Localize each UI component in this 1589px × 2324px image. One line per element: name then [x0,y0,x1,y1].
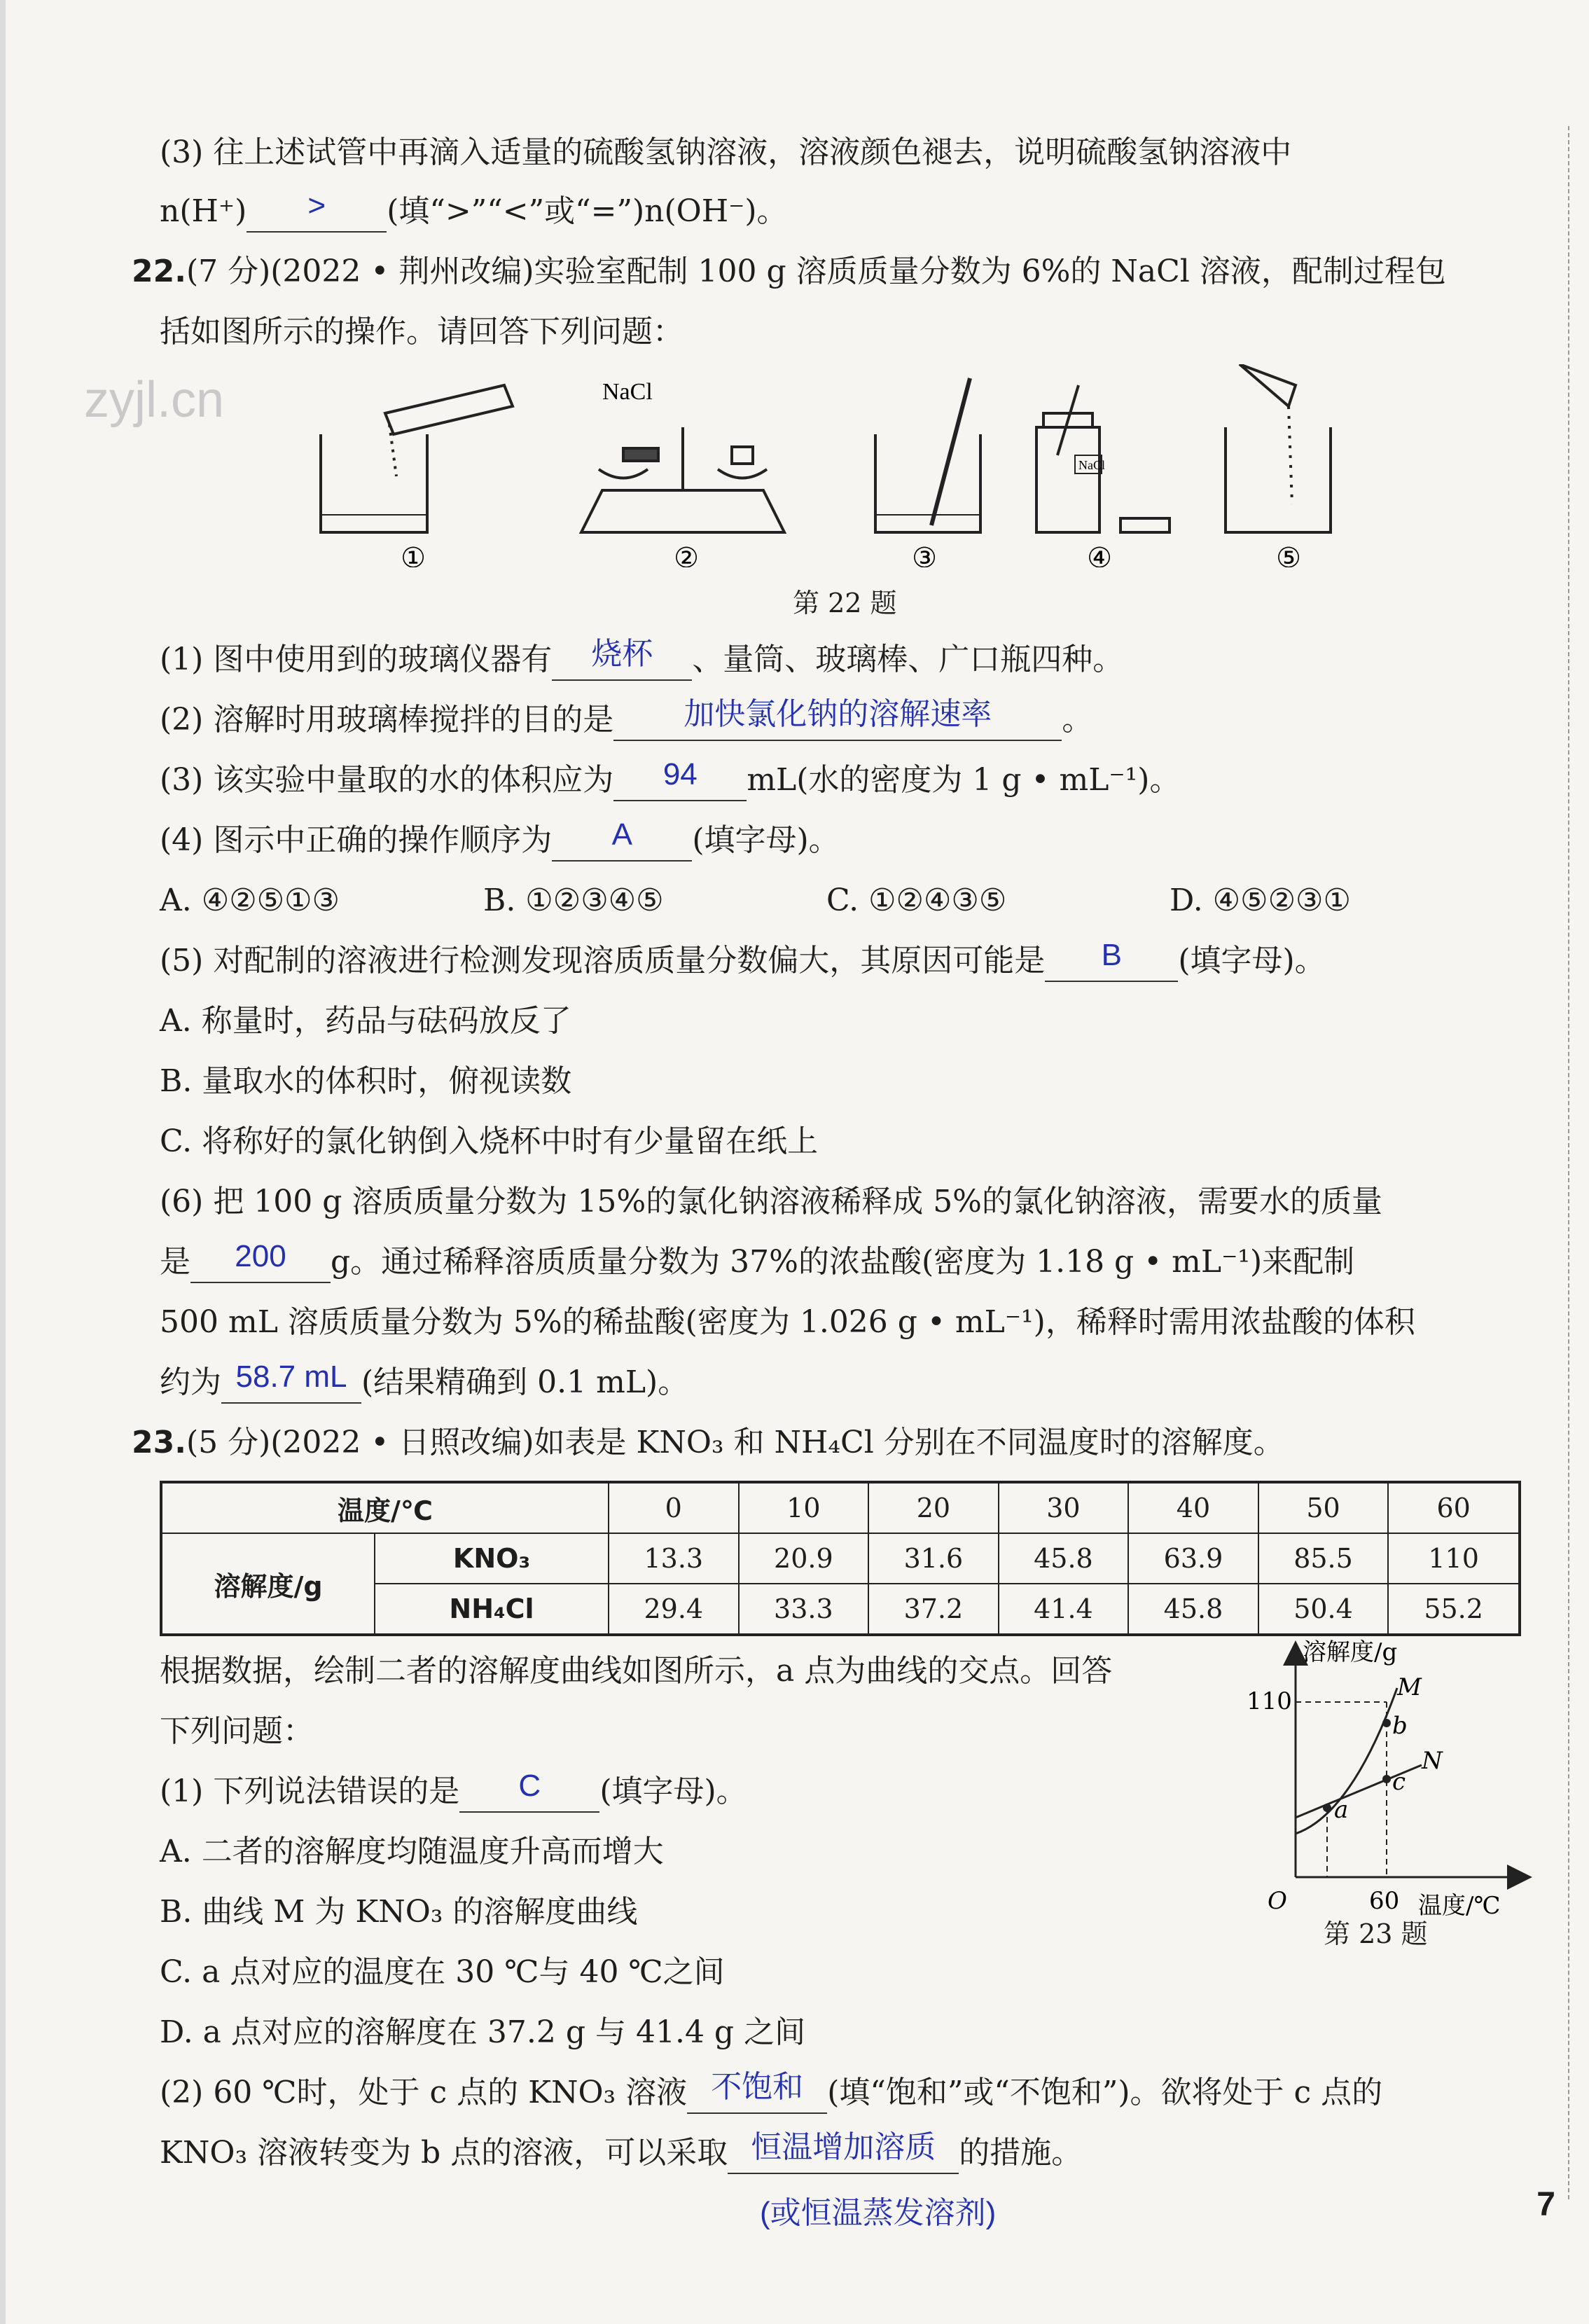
q21-line1: (3) 往上述试管中再滴入适量的硫酸氢钠溶液，溶液颜色褪去，说明硫酸氢钠溶液中 [160,134,1292,170]
q22-p1-answer: 烧杯 [591,637,653,671]
table-cell: 110 [1388,1533,1520,1584]
bottle-4 [1036,427,1099,532]
q22-p3-answer: 94 [662,757,698,791]
page-number: 7 [1536,2186,1555,2223]
fig-label-2: ② [674,542,699,567]
q22-p6-post: g。通过稀释溶质质量分数为 37%的浓盐酸(密度为 1.18 g • mL⁻¹)来配制 [331,1244,1355,1280]
q22-p3-blank [613,757,747,801]
table-cell: 20.9 [739,1533,869,1584]
q22-figure-caption: 第 22 题 [793,588,897,618]
q22-p4-answer: A [611,817,632,852]
q23-line1 [132,1422,1284,1464]
q22-figure [308,364,1359,567]
q23-stem: (5 分)(2022 • 日照改编)如表是 KNO₃ 和 NH₄Cl 分别在不同温度时的溶解度。 [186,1425,1284,1460]
q22-p4 [160,819,840,862]
q23-option-d: D. a 点对应的溶解度在 37.2 g 与 41.4 g 之间 [160,2014,806,2050]
temp-cell: 40 [1128,1482,1258,1533]
table-cell: 41.4 [999,1584,1129,1635]
temp-cell: 50 [1258,1482,1389,1533]
q22-p4-option-a: A. ④②⑤①③ [160,883,340,918]
q22-p6-post4: (结果精确到 0.1 mL)。 [361,1364,689,1400]
q23-option-c: C. a 点对应的温度在 30 ℃与 40 ℃之间 [160,1954,725,1990]
temp-header: 温度/℃ [161,1482,609,1533]
graph-label-n: N [1422,1747,1443,1775]
q23-option-a: A. 二者的溶解度均随温度升高而增大 [160,1834,664,1869]
q22-p2-blank [613,697,1062,741]
fig-label-4: ④ [1087,542,1112,567]
q23-p2-answer: 不饱和 [711,2070,804,2104]
q23-p2-extra-answer: (或恒温蒸发溶剂) [760,2196,997,2230]
q22-p6-pre4: 约为 [160,1364,221,1400]
table-cell: 13.3 [609,1533,739,1584]
table-cell: 33.3 [739,1584,869,1635]
fig-label-1: ① [401,542,426,567]
fig-label-3: ③ [912,542,937,567]
temp-cell: 20 [868,1482,999,1533]
q22-p2-pre: (2) 溶解时用玻璃棒搅拌的目的是 [160,702,614,738]
graph-label-a: a [1334,1796,1349,1824]
q22-p6-line1: (6) 把 100 g 溶质质量分数为 15%的氯化钠溶液稀释成 5%的氯化钠溶液，需要水的质量 [160,1184,1382,1219]
temp-cell: 10 [739,1482,869,1533]
beaker-3 [875,434,980,532]
q21-blank [247,188,387,233]
q22-p6-blank [190,1239,331,1283]
point-c [1382,1775,1391,1783]
table-cell: 29.4 [609,1584,739,1635]
nacl-label: NaCl [602,379,653,405]
q23-p2-answer2: 恒温增加溶质 [751,2130,936,2164]
q23-text2: 下列问题： [160,1713,314,1749]
q22-p4-option-c: C. ①②④③⑤ [826,883,1007,918]
q23-p1-post: (填字母)。 [599,1773,747,1809]
q22-p1-post: 、量筒、玻璃棒、广口瓶四种。 [692,642,1124,677]
q22-p4-option-d: D. ④⑤②③① [1170,883,1351,918]
table-cell: 50.4 [1258,1584,1389,1635]
q22-p4-option-b: B. ①②③④⑤ [483,883,664,918]
q23-p2-line2 [160,2132,1082,2174]
q22-p6-answer: 200 [235,1239,286,1273]
q23-p2-line2-post: 的措施。 [959,2135,1083,2171]
point-a [1323,1804,1331,1812]
graph-x-tick: 60 [1369,1887,1400,1915]
table-row [161,1482,1520,1533]
solubility-header: 溶解度/g [161,1533,375,1635]
q22-p1-pre: (1) 图中使用到的玻璃仪器有 [160,642,553,677]
q23-figure-caption: 第 23 题 [1324,1918,1428,1949]
q22-line1 [132,251,1446,293]
q22-p4-post: (填字母)。 [692,822,840,858]
q21-answer: > [307,188,326,223]
graph-label-m: M [1397,1673,1422,1701]
table-row [161,1533,1520,1584]
q22-p1-blank [552,637,692,681]
q23-p1-pre: (1) 下列说法错误的是 [160,1773,460,1809]
beaker-5 [1226,427,1331,532]
q21-line2 [160,188,788,233]
point-b [1382,1719,1391,1727]
q22-p6-line2 [160,1241,1354,1283]
q22-p6-pre: 是 [160,1244,190,1280]
q22-p5 [160,940,1326,982]
graph-ylabel: 溶解度/g [1303,1639,1398,1666]
table-cell: 45.8 [1128,1584,1258,1635]
q22-p3-pre: (3) 该实验中量取的水的体积应为 [160,762,614,798]
fig-label-5: ⑤ [1276,542,1301,567]
q22-p5-option-c: C. 将称好的氯化钠倒入烧杯中时有少量留在纸上 [160,1123,819,1159]
q23-number: 23. [132,1425,186,1460]
q22-p1 [160,639,1123,681]
beaker-1 [321,434,427,532]
graph-label-c: c [1392,1768,1406,1796]
graph-origin: O [1268,1887,1287,1915]
q23-p2-blank2 [728,2130,959,2174]
nacl-bottle-label: NaCl [1078,458,1105,472]
q22-line2: 括如图所示的操作。请回答下列问题： [160,314,684,350]
right-dashed-margin [1568,126,1569,2199]
q22-p2-answer: 加快氯化钠的溶解速率 [684,697,992,731]
solubility-table [160,1481,1521,1636]
q23-p2-blank [687,2070,827,2114]
q22-number: 22. [132,254,186,289]
q23-p1 [160,1771,747,1813]
q23-p2-post: (填“饱和”或“不饱和”)。欲将处于 c 点的 [827,2075,1383,2110]
row-name-nh4cl: NH₄Cl [375,1584,609,1635]
table-cell: 85.5 [1258,1533,1389,1584]
q23-p2-line1 [160,2072,1382,2114]
q22-p6-answer4: 58.7 mL [235,1360,347,1394]
q22-p5-pre: (5) 对配制的溶液进行检测发现溶质质量分数偏大，其原因可能是 [160,943,1046,978]
q23-p2-line2-pre: KNO₃ 溶液转变为 b 点的溶液，可以采取 [160,2135,728,2171]
table-cell: 63.9 [1128,1533,1258,1584]
q22-p6-blank4 [221,1360,361,1404]
q22-p2-post: 。 [1062,702,1093,738]
temp-cell: 30 [999,1482,1129,1533]
q22-p6-line4 [160,1362,688,1404]
graduated-cylinder [385,385,513,434]
q21-pre: n(H⁺) [160,193,247,229]
graph-xlabel: 温度/℃ [1418,1892,1501,1920]
q23-text1: 根据数据，绘制二者的溶解度曲线如图所示，a 点为曲线的交点。回答 [160,1653,1113,1689]
q22-p5-blank [1045,938,1178,982]
q22-p6-line3: 500 mL 溶质质量分数为 5%的稀盐酸(密度为 1.026 g • mL⁻¹)，稀释时需用浓盐酸的体积 [160,1304,1415,1340]
left-edge-shadow [0,0,6,2324]
table-cell: 31.6 [868,1533,999,1584]
q23-p1-blank [459,1769,599,1813]
q22-p5-option-b: B. 量取水的体积时，俯视读数 [160,1063,572,1099]
graph-label-b: b [1392,1712,1408,1740]
q22-p5-option-a: A. 称量时，药品与砝码放反了 [160,1003,571,1039]
table-cell: 45.8 [999,1533,1129,1584]
q22-p4-pre: (4) 图示中正确的操作顺序为 [160,822,553,858]
row-name-kno3: KNO₃ [375,1533,609,1584]
temp-cell: 0 [609,1482,739,1533]
q22-p5-post: (填字母)。 [1178,943,1326,978]
q23-option-b: B. 曲线 M 为 KNO₃ 的溶解度曲线 [160,1894,638,1930]
q22-p3 [160,759,1180,801]
table-cell: 55.2 [1388,1584,1520,1635]
q22-stem: (7 分)(2022 • 荆州改编)实验室配制 100 g 溶质质量分数为 6%的 NaCl 溶液，配制过程包 [186,254,1446,289]
table-cell: 37.2 [868,1584,999,1635]
q23-p1-answer: C [518,1769,541,1803]
graph-y-tick: 110 [1247,1687,1292,1715]
q22-p5-answer: B [1101,938,1122,972]
q22-p4-blank [552,817,692,862]
q22-p2 [160,699,1092,741]
q22-p3-post: mL(水的密度为 1 g • mL⁻¹)。 [747,762,1181,798]
temp-cell: 60 [1388,1482,1520,1533]
watermark: zyjl.cn [84,372,225,428]
q23-p2-pre: (2) 60 ℃时，处于 c 点的 KNO₃ 溶液 [160,2075,688,2110]
q21-post: (填“>”“<”或“=”)n(OH⁻)。 [387,193,788,229]
balance-base [581,490,784,532]
